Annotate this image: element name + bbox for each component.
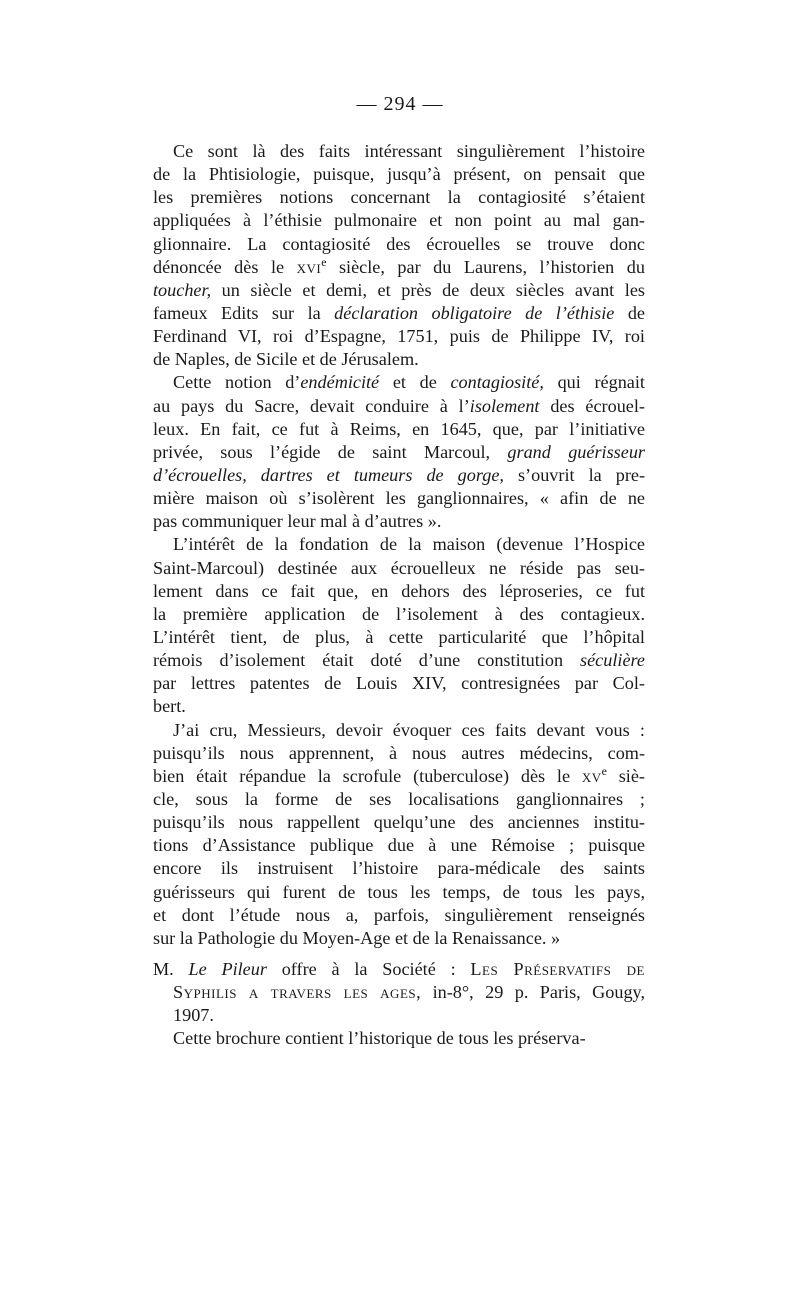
text-run: e (321, 254, 327, 269)
text-run: Les Préservatifs de (470, 958, 645, 979)
text-line (153, 672, 645, 695)
text-run: mière maison où s’isolèrent les ganglionnaires, « afin de ne (153, 488, 645, 509)
text-run: séculière (580, 650, 645, 671)
text-run: d’écrouelles, dartres et tumeurs de gorge, (153, 464, 504, 485)
text-run: Ferdinand VI, roi d’Espagne, 1751, puis de Philippe IV, roi (153, 326, 645, 347)
text-run: rémois d’isolement était doté d’une constitution (153, 650, 581, 671)
text-run: appliquées à l’éthisie pulmonaire et non point au mal gan- (153, 210, 645, 231)
text-run: contagiosité, (450, 372, 544, 393)
text-run: bien était répandue la scrofule (tuberculose) dès le (153, 765, 582, 786)
paragraph (153, 719, 645, 950)
text-line (153, 510, 645, 533)
text-line (153, 719, 645, 742)
text-run: J’ai cru, Messieurs, devoir évoquer ces faits devant vous : (173, 719, 645, 740)
text-line (153, 765, 645, 788)
text-line (153, 557, 645, 580)
text-line (153, 418, 645, 441)
text-run: grand guérisseur (507, 441, 645, 462)
text-line (153, 140, 645, 163)
text-line (153, 186, 645, 209)
text-run: endémicité (300, 372, 380, 393)
text-line (153, 742, 645, 765)
text-line (153, 904, 645, 927)
text-run: un siècle et demi, et près de deux siècles avant les (211, 279, 645, 300)
text-line (153, 233, 645, 256)
text-line (153, 881, 645, 904)
text-run: de Naples, de Sicile et de Jérusalem. (153, 349, 419, 370)
text-run: privée, sous l’égide de saint Marcoul, (153, 441, 508, 462)
text-line (153, 927, 645, 950)
text-run: sur la Pathologie du Moyen-Age et de la Renaissance. » (153, 927, 561, 948)
text-line (153, 580, 645, 603)
text-line (153, 1027, 645, 1050)
text-run: leux. En fait, ce fut à Reims, en 1645, que, par l’initiative (153, 418, 645, 439)
text-run: glionnaire. La contagiosité des écrouelles se trouve donc (153, 233, 645, 254)
text-run: la première application de l’isolement à des contagieux. (153, 603, 645, 624)
text-run: guérisseurs qui furent de tous les temps, de tous les pays, (153, 881, 645, 902)
text-run: toucher, (153, 279, 212, 300)
text-line (153, 163, 645, 186)
text-line (153, 371, 645, 394)
text-run: xv (581, 765, 602, 786)
text-run: Cette brochure contient l’historique de tous les préserva- (173, 1028, 586, 1049)
text-line (153, 981, 645, 1004)
text-run: pas communiquer leur mal à d’autres ». (153, 511, 442, 532)
text-run: isolement (469, 395, 540, 416)
text-run: siè- (606, 765, 645, 786)
text-line (153, 209, 645, 232)
text-line (153, 1004, 645, 1027)
text-line (153, 395, 645, 418)
text-run: puisqu’ils nous rappellent quelqu’une des anciennes institu- (153, 812, 645, 833)
text-run: puisqu’ils nous apprennent, à nous autres médecins, com- (153, 742, 645, 763)
text-run: M. (153, 958, 189, 979)
text-line (153, 603, 645, 626)
text-line (153, 325, 645, 348)
text-line (153, 811, 645, 834)
paragraph (153, 1027, 645, 1050)
text-line (153, 626, 645, 649)
body-text (153, 140, 645, 1050)
text-run: cle, sous la forme de ses localisations ganglionnaires ; (153, 788, 645, 809)
text-run: de (614, 302, 645, 323)
text-run: e (601, 763, 607, 778)
text-run: offre à la Société : (266, 958, 471, 979)
text-run: déclaration obligatoire de l’éthisie (334, 302, 615, 323)
text-run: lement dans ce fait que, en dehors des léproseries, ce fut (153, 580, 645, 601)
page-number: — 294 — (356, 93, 444, 115)
paragraph (153, 371, 645, 533)
text-run: Syphilis a travers les ages, (173, 982, 422, 1003)
paragraph (153, 958, 645, 1027)
text-run: siècle, par du Laurens, l’historien du (326, 256, 645, 277)
text-run: encore ils instruisent l’histoire para-médicale des saints (153, 858, 645, 879)
text-run: qui régnait (543, 372, 645, 393)
text-run: 1907. (173, 1005, 214, 1026)
text-line (153, 788, 645, 811)
paragraph (153, 140, 645, 371)
text-run: des écrouel- (539, 395, 645, 416)
text-run: et de (379, 372, 451, 393)
text-run: et dont l’étude nous a, parfois, singulièrement renseignés (153, 904, 645, 925)
text-line (153, 695, 645, 718)
text-run: s’ouvrit la pre- (503, 464, 646, 485)
text-line (153, 464, 645, 487)
text-line (153, 441, 645, 464)
text-run: au pays du Sacre, devait conduire à l’ (153, 395, 470, 416)
text-run: bert. (153, 696, 186, 717)
text-line (153, 348, 645, 371)
text-line (153, 857, 645, 880)
text-line (153, 533, 645, 556)
paragraph (153, 533, 645, 718)
text-run: par lettres patentes de Louis XIV, contresignées par Col- (153, 673, 645, 694)
text-line (153, 487, 645, 510)
text-line (153, 958, 645, 981)
text-run: dénoncée dès le (153, 256, 297, 277)
text-run: fameux Edits sur la (153, 302, 335, 323)
text-run: Ce sont là des faits intéressant singulièrement l’histoire (173, 141, 645, 161)
text-run: in-8°, 29 p. Paris, Gougy, (421, 982, 645, 1003)
text-run: les premières notions concernant la contagiosité s’étaient (153, 187, 645, 208)
text-line (153, 649, 645, 672)
text-line (153, 302, 645, 325)
text-run: Saint-Marcoul) destinée aux écrouelleux ne réside pas seu- (153, 557, 645, 578)
text-run: L’intérêt de la fondation de la maison (devenue l’Hospice (173, 534, 645, 555)
text-line (153, 279, 645, 302)
text-run: Le Pileur (188, 958, 267, 979)
text-run: L’intérêt tient, de plus, à cette particularité que l’hôpital (153, 626, 645, 647)
text-run: de la Phtisiologie, puisque, jusqu’à présent, on pensait que (153, 164, 645, 185)
text-run: xvi (296, 256, 322, 277)
text-line (153, 834, 645, 857)
text-line (153, 256, 645, 279)
text-run: Cette notion d’ (173, 372, 301, 393)
text-run: tions d’Assistance publique due à une Rémoise ; puisque (153, 835, 645, 856)
